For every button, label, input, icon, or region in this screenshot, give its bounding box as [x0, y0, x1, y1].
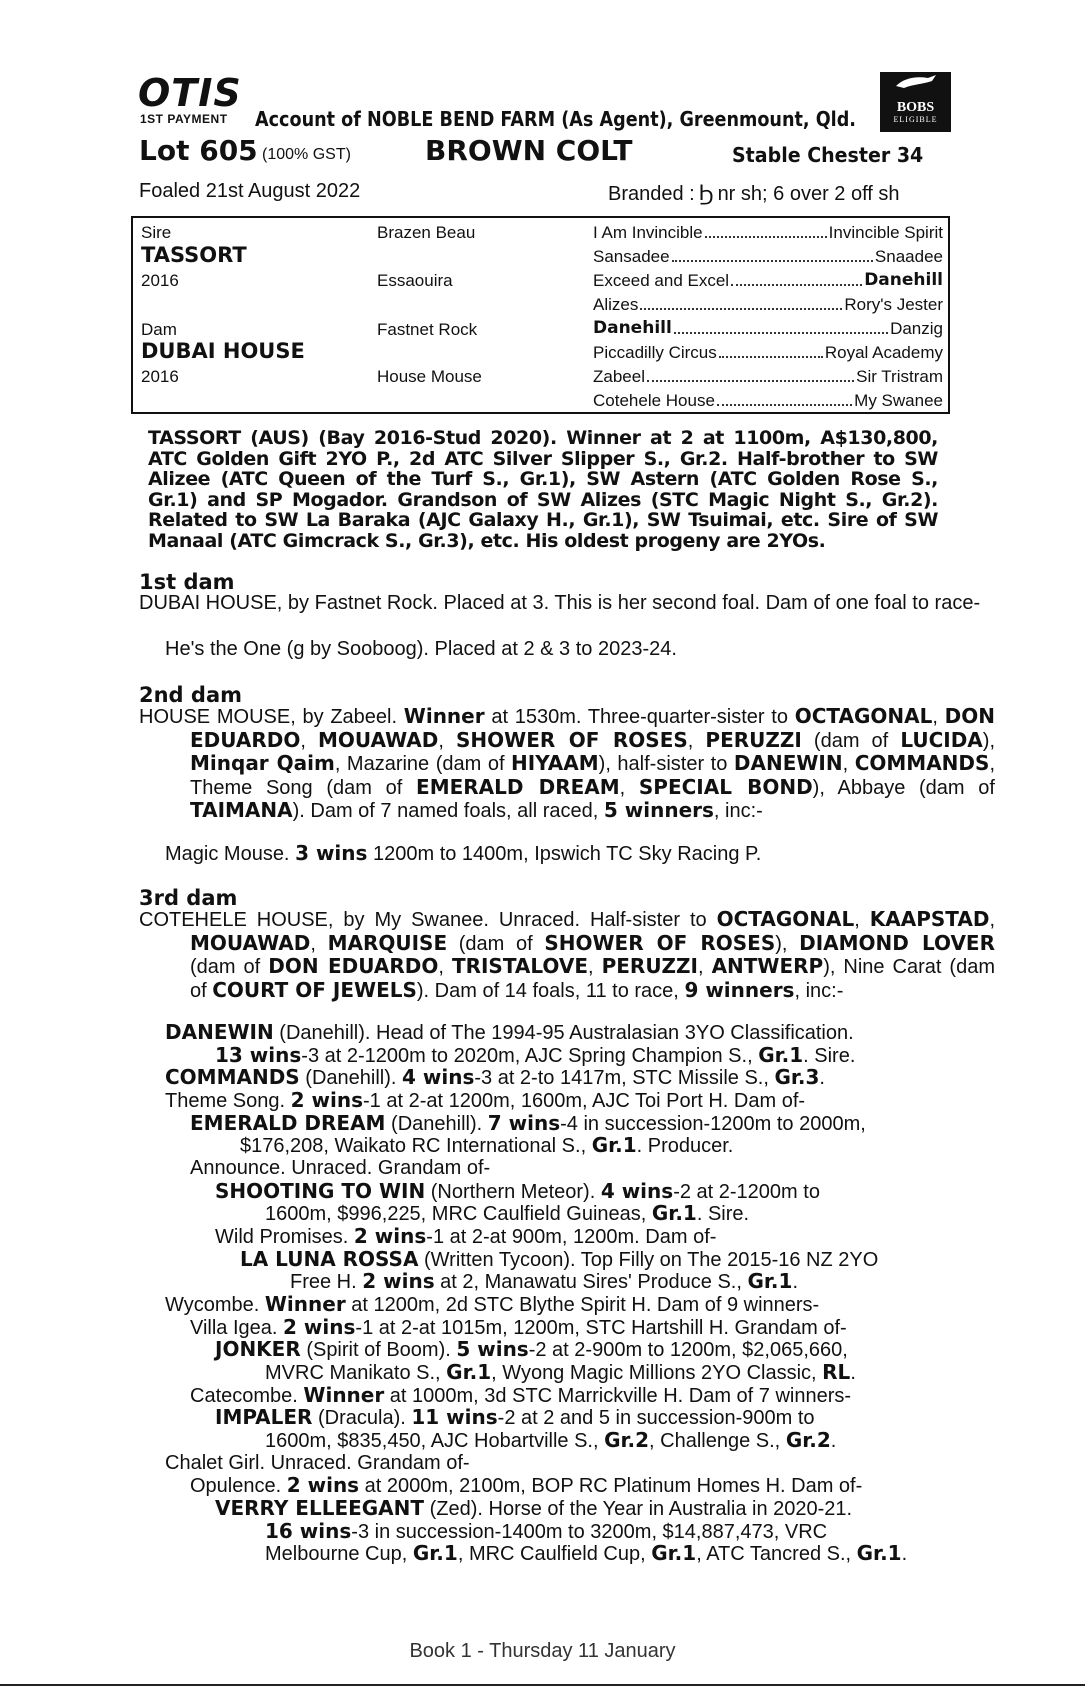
- dam-name: DUBAI HOUSE: [141, 339, 305, 363]
- gen3-row: Exceed and Excel Danehill: [593, 270, 943, 290]
- progeny-line: Announce. Unraced. Grandam of-: [190, 1157, 491, 1179]
- gen3-row: Danehill Danzig: [593, 318, 943, 338]
- first-dam-text: DUBAI HOUSE, by Fastnet Rock. Placed at 3. This is her second foal. Dam of one foal to race-: [139, 592, 981, 614]
- gst-note: (100% GST): [262, 146, 351, 163]
- progeny-line: Chalet Girl. Unraced. Grandam of-: [165, 1452, 470, 1474]
- progeny-line: Melbourne Cup, Gr.1, MRC Caulfield Cup, Gr.1, ATC Tancred S., Gr.1.: [265, 1541, 908, 1565]
- dam-year: 2016: [141, 367, 179, 386]
- progeny-line: 1600m, $996,225, MRC Caulfield Guineas, Gr.1. Sire.: [265, 1201, 750, 1225]
- progeny-line: JONKER (Spirit of Boom). 5 wins-2 at 2-900m to 1200m, $2,065,660,: [215, 1337, 848, 1361]
- third-dam-heading: 3rd dam: [139, 886, 238, 910]
- gen3-row: Sansadee Snaadee: [593, 247, 943, 266]
- gen3-row: Zabeel Sir Tristram: [593, 367, 943, 386]
- bobs-eligible-badge: [880, 72, 951, 132]
- dam-dam: House Mouse: [377, 367, 482, 386]
- third-dam-text: COTEHELE HOUSE, by My Swanee. Unraced. Half-sister to OCTAGONAL, KAAPSTAD, MOUAWAD, MARQUISE (dam of SHOWER OF ROSES), DIAMOND LOVER (dam of DON EDUARDO, TRISTALOVE, PERUZZI, ANTWERP), Nine Carat (dam of COURT OF JEWELS). Dam of 14 foals, 11 to race, 9 winners, inc:-: [139, 907, 996, 1002]
- progeny-line: Opulence. 2 wins at 2000m, 2100m, BOP RC Platinum Homes H. Dam of-: [190, 1473, 863, 1497]
- second-dam-heading: 2nd dam: [139, 683, 242, 707]
- progeny-line: Free H. 2 wins at 2, Manawatu Sires' Produce S., Gr.1.: [290, 1269, 798, 1293]
- progeny-line: IMPALER (Dracula). 11 wins-2 at 2 and 5 in succession-900m to: [215, 1405, 815, 1429]
- progeny-line: LA LUNA ROSSA (Written Tycoon). Top Filly on The 2015-16 NZ 2YO: [240, 1247, 879, 1271]
- brand-symbol: Ϧ: [698, 180, 714, 205]
- progeny-line: Catecombe. Winner at 1000m, 3d STC Marrickville H. Dam of 7 winners-: [190, 1383, 852, 1407]
- horse-icon: [880, 72, 951, 101]
- sire-name: TASSORT: [141, 243, 247, 267]
- page-footer: Book 1 - Thursday 11 January: [409, 1640, 676, 1662]
- progeny-line: 13 wins-3 at 2-1200m to 2020m, AJC Spring Champion S., Gr.1. Sire.: [215, 1043, 856, 1067]
- progeny-line: Wycombe. Winner at 1200m, 2d STC Blythe Spirit H. Dam of 9 winners-: [165, 1292, 820, 1316]
- brand-info: [608, 180, 900, 206]
- progeny-line: SHOOTING TO WIN (Northern Meteor). 4 wins-2 at 2-1200m to: [215, 1179, 820, 1203]
- progeny-line: Theme Song. 2 wins-1 at 2-at 1200m, 1600m, AJC Toi Port H. Dam of-: [165, 1088, 806, 1112]
- progeny-line: EMERALD DREAM (Danehill). 7 wins-4 in succession-1200m to 2000m,: [190, 1111, 866, 1135]
- lot-number: Lot 605: [139, 134, 258, 167]
- bottom-rule: [0, 1684, 1085, 1686]
- stable-location: Stable Chester 34: [732, 143, 924, 167]
- progeny-line: Villa Igea. 2 wins-1 at 2-at 1015m, 1200m, STC Hartshill H. Grandam of-: [190, 1315, 847, 1339]
- dam-sire: Fastnet Rock: [377, 320, 478, 339]
- sire-year: 2016: [141, 271, 179, 290]
- gen3-row: Cotehele House My Swanee: [593, 391, 943, 410]
- progeny-line: VERRY ELLEEGANT (Zed). Horse of the Year in Australia in 2020-21.: [215, 1496, 853, 1520]
- foaled-date: Foaled 21st August 2022: [139, 180, 361, 202]
- dam-label: Dam: [141, 320, 177, 339]
- gen3-row: I Am Invincible Invincible Spirit: [593, 223, 943, 242]
- vendor-account: Account of NOBLE BEND FARM (As Agent), Greenmount, Qld.: [255, 107, 856, 131]
- payment-label: 1ST PAYMENT: [140, 112, 228, 126]
- progeny-line: Wild Promises. 2 wins-1 at 2-at 900m, 1200m. Dam of-: [215, 1224, 717, 1248]
- first-dam-heading: 1st dam: [139, 570, 235, 594]
- branded-label: Branded :: [608, 183, 695, 205]
- first-dam-progeny: He's the One (g by Sooboog). Placed at 2 & 3 to 2023-24.: [165, 638, 677, 660]
- otis-logo: OTIS: [138, 71, 242, 115]
- progeny-line: MVRC Manikato S., Gr.1, Wyong Magic Millions 2YO Classic, RL.: [265, 1360, 856, 1384]
- gen3-row: Alizes Rory's Jester: [593, 295, 943, 314]
- badge-subtitle: ELIGIBLE: [893, 115, 938, 124]
- second-dam-progeny: Magic Mouse. 3 wins 1200m to 1400m, Ipswich TC Sky Racing P.: [165, 841, 762, 865]
- progeny-line: $176,208, Waikato RC International S., Gr.1. Producer.: [240, 1133, 734, 1157]
- progeny-line: DANEWIN (Danehill). Head of The 1994-95 Australasian 3YO Classification.: [165, 1020, 854, 1044]
- second-dam-text: HOUSE MOUSE, by Zabeel. Winner at 1530m. Three-quarter-sister to OCTAGONAL, DON EDUARDO, MOUAWAD, SHOWER OF ROSES, PERUZZI (dam of LUCIDA), Minqar Qaim, Mazarine (dam of HIYAAM), half-sister to DANEWIN, COMMANDS, Theme Song (dam of EMERALD DREAM, SPECIAL BOND), Abbaye (dam of TAIMANA). Dam of 7 named foals, all raced, 5 winners, inc:-: [139, 704, 996, 823]
- sire-summary: TASSORT (AUS) (Bay 2016-Stud 2020). Winner at 2 at 1100m, A$130,800, ATC Golden Gift 2YO P., 2d ATC Silver Slipper S., Gr.2. Half-brother to SW Alizee (ATC Queen of the Turf S., Gr.1), SW Astern (ATC Golden Rose S., Gr.1) and SP Mogador. Grandson of SW Alizes (STC Magic Night S., Gr.2). Related to SW La Baraka (AJC Galaxy H., Gr.1), SW Tsuimai, etc. Sire of SW Manaal (ATC Gimcrack S., Gr.3), etc. His oldest progeny are 2YOs.: [148, 427, 938, 552]
- progeny-line: 16 wins-3 in succession-1400m to 3200m, $14,887,473, VRC: [265, 1519, 828, 1543]
- gen3-row: Piccadilly Circus Royal Academy: [593, 343, 943, 362]
- sire-sire: Brazen Beau: [377, 223, 476, 242]
- progeny-line: 1600m, $835,450, AJC Hobartville S., Gr.2, Challenge S., Gr.2.: [265, 1428, 837, 1452]
- pedigree-table: [131, 216, 950, 414]
- branded-detail: nr sh; 6 over 2 off sh: [717, 183, 900, 205]
- badge-title: BOBS: [896, 100, 935, 115]
- sire-label: Sire: [141, 223, 172, 242]
- sire-dam: Essaouira: [377, 271, 453, 290]
- progeny-line: COMMANDS (Danehill). 4 wins-3 at 2-to 1417m, STC Missile S., Gr.3.: [165, 1065, 825, 1089]
- lot-description: BROWN COLT: [425, 134, 633, 167]
